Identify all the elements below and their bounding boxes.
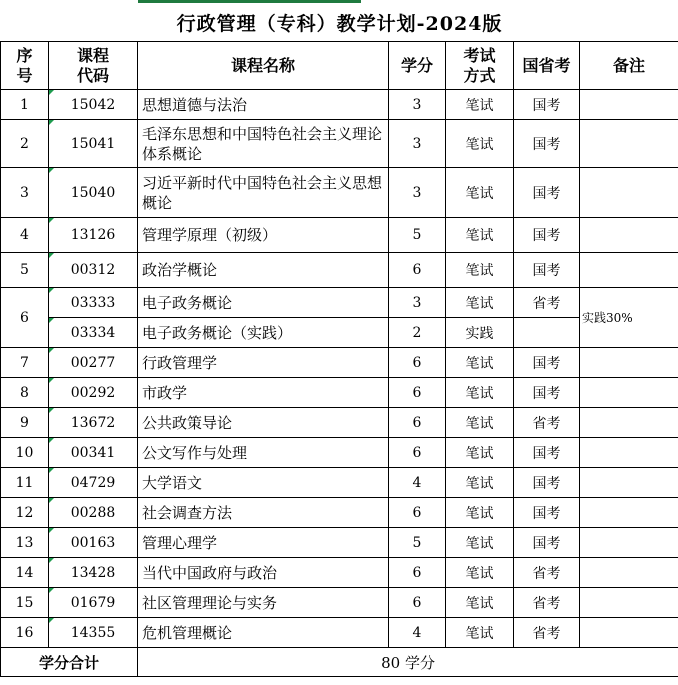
name-cell: 习近平新时代中国特色社会主义思想概论 xyxy=(138,168,389,218)
table-row xyxy=(1,528,678,558)
exam-cell: 笔试 xyxy=(446,438,514,468)
credit-cell: 6 xyxy=(389,378,446,408)
seq-cell: 7 xyxy=(1,348,49,378)
header-exam: 考试 方式 xyxy=(446,42,514,90)
table-row xyxy=(1,468,678,498)
level-cell: 国考 xyxy=(514,468,580,498)
credit-cell: 4 xyxy=(389,468,446,498)
seq-cell: 12 xyxy=(1,498,49,528)
credit-cell: 4 xyxy=(389,618,446,648)
seq-cell: 6 xyxy=(1,288,49,348)
code-cell: 14355 xyxy=(49,618,138,648)
table-row xyxy=(1,218,678,253)
name-cell: 社区管理理论与实务 xyxy=(138,588,389,618)
seq-cell: 10 xyxy=(1,438,49,468)
name-cell: 公共政策导论 xyxy=(138,408,389,438)
seq-cell: 3 xyxy=(1,168,49,218)
level-cell: 国考 xyxy=(514,168,580,218)
exam-cell: 笔试 xyxy=(446,218,514,253)
credit-cell: 3 xyxy=(389,168,446,218)
code-cell: 13126 xyxy=(49,218,138,253)
credit-cell: 2 xyxy=(389,318,446,348)
name-cell: 危机管理概论 xyxy=(138,618,389,648)
credit-cell: 3 xyxy=(389,120,446,168)
name-cell: 电子政务概论（实践） xyxy=(138,318,389,348)
exam-cell: 笔试 xyxy=(446,253,514,288)
exam-cell: 笔试 xyxy=(446,168,514,218)
credit-cell: 6 xyxy=(389,498,446,528)
code-cell: 15040 xyxy=(49,168,138,218)
exam-cell: 笔试 xyxy=(446,120,514,168)
credit-cell: 3 xyxy=(389,90,446,120)
seq-cell: 1 xyxy=(1,90,49,120)
seq-cell: 14 xyxy=(1,558,49,588)
level-cell: 省考 xyxy=(514,408,580,438)
name-cell: 政治学概论 xyxy=(138,253,389,288)
credit-cell: 6 xyxy=(389,348,446,378)
table-row xyxy=(1,558,678,588)
code-cell: 00292 xyxy=(49,378,138,408)
table-row xyxy=(1,253,678,288)
remark-cell xyxy=(580,120,678,168)
name-cell: 行政管理学 xyxy=(138,348,389,378)
table-row xyxy=(1,408,678,438)
level-cell: 省考 xyxy=(514,588,580,618)
credit-cell: 6 xyxy=(389,558,446,588)
level-cell: 省考 xyxy=(514,288,580,318)
remark-cell xyxy=(580,378,678,408)
exam-cell: 笔试 xyxy=(446,288,514,318)
table-row xyxy=(1,168,678,218)
table-row xyxy=(1,318,678,348)
table-title: 行政管理（专科）教学计划-2024版 xyxy=(1,4,678,42)
table-row xyxy=(1,90,678,120)
level-cell xyxy=(514,318,580,348)
remark-cell xyxy=(580,438,678,468)
exam-cell: 笔试 xyxy=(446,618,514,648)
seq-cell: 11 xyxy=(1,468,49,498)
remark-cell xyxy=(580,558,678,588)
header-code: 课程 代码 xyxy=(49,42,138,90)
name-cell: 毛泽东思想和中国特色社会主义理论体系概论 xyxy=(138,120,389,168)
level-cell: 国考 xyxy=(514,120,580,168)
exam-cell: 笔试 xyxy=(446,528,514,558)
seq-cell: 13 xyxy=(1,528,49,558)
level-cell: 国考 xyxy=(514,438,580,468)
code-cell: 00341 xyxy=(49,438,138,468)
header-level: 国省考 xyxy=(514,42,580,90)
remark-cell: 实践30% xyxy=(580,288,678,348)
table-row xyxy=(1,438,678,468)
remark-cell xyxy=(580,168,678,218)
seq-cell: 4 xyxy=(1,218,49,253)
code-cell: 01679 xyxy=(49,588,138,618)
level-cell: 国考 xyxy=(514,528,580,558)
exam-cell: 笔试 xyxy=(446,468,514,498)
remark-cell xyxy=(580,618,678,648)
seq-cell: 16 xyxy=(1,618,49,648)
name-cell: 市政学 xyxy=(138,378,389,408)
exam-cell: 笔试 xyxy=(446,558,514,588)
header-seq: 序 号 xyxy=(1,42,49,90)
table-row xyxy=(1,120,678,168)
table-row xyxy=(1,498,678,528)
course-plan-table xyxy=(0,4,678,677)
name-cell: 当代中国政府与政治 xyxy=(138,558,389,588)
name-cell: 社会调查方法 xyxy=(138,498,389,528)
remark-cell xyxy=(580,253,678,288)
name-cell: 管理心理学 xyxy=(138,528,389,558)
name-cell: 电子政务概论 xyxy=(138,288,389,318)
exam-cell: 笔试 xyxy=(446,408,514,438)
credit-cell: 5 xyxy=(389,528,446,558)
code-cell: 15042 xyxy=(49,90,138,120)
total-value: 80 学分 xyxy=(138,648,678,677)
remark-cell xyxy=(580,528,678,558)
table-row xyxy=(1,588,678,618)
code-cell: 00288 xyxy=(49,498,138,528)
credit-cell: 6 xyxy=(389,438,446,468)
code-cell: 00163 xyxy=(49,528,138,558)
header-row xyxy=(1,42,678,90)
remark-cell xyxy=(580,588,678,618)
exam-cell: 笔试 xyxy=(446,588,514,618)
name-cell: 大学语文 xyxy=(138,468,389,498)
level-cell: 国考 xyxy=(514,498,580,528)
table-row xyxy=(1,288,678,318)
selection-indicator xyxy=(138,0,361,3)
title-row xyxy=(1,4,678,42)
code-cell: 15041 xyxy=(49,120,138,168)
exam-cell: 笔试 xyxy=(446,348,514,378)
exam-cell: 笔试 xyxy=(446,378,514,408)
code-cell: 13672 xyxy=(49,408,138,438)
remark-cell xyxy=(580,468,678,498)
seq-cell: 15 xyxy=(1,588,49,618)
credit-cell: 6 xyxy=(389,408,446,438)
code-cell: 13428 xyxy=(49,558,138,588)
level-cell: 国考 xyxy=(514,348,580,378)
table-row xyxy=(1,348,678,378)
name-cell: 管理学原理（初级） xyxy=(138,218,389,253)
level-cell: 国考 xyxy=(514,253,580,288)
exam-cell: 笔试 xyxy=(446,498,514,528)
remark-cell xyxy=(580,90,678,120)
seq-cell: 5 xyxy=(1,253,49,288)
total-row xyxy=(1,648,678,677)
seq-cell: 2 xyxy=(1,120,49,168)
seq-cell: 8 xyxy=(1,378,49,408)
table-row xyxy=(1,618,678,648)
remark-cell xyxy=(580,498,678,528)
seq-cell: 9 xyxy=(1,408,49,438)
header-remark: 备注 xyxy=(580,42,678,90)
code-cell: 03333 xyxy=(49,288,138,318)
remark-cell xyxy=(580,348,678,378)
remark-cell xyxy=(580,408,678,438)
level-cell: 国考 xyxy=(514,218,580,253)
remark-cell xyxy=(580,218,678,253)
credit-cell: 5 xyxy=(389,218,446,253)
level-cell: 省考 xyxy=(514,558,580,588)
level-cell: 国考 xyxy=(514,378,580,408)
credit-cell: 3 xyxy=(389,288,446,318)
name-cell: 公文写作与处理 xyxy=(138,438,389,468)
exam-cell: 笔试 xyxy=(446,90,514,120)
table-row xyxy=(1,378,678,408)
header-name: 课程名称 xyxy=(138,42,389,90)
header-credit: 学分 xyxy=(389,42,446,90)
credit-cell: 6 xyxy=(389,253,446,288)
code-cell: 04729 xyxy=(49,468,138,498)
code-cell: 00312 xyxy=(49,253,138,288)
total-label: 学分合计 xyxy=(1,648,138,677)
name-cell: 思想道德与法治 xyxy=(138,90,389,120)
level-cell: 省考 xyxy=(514,618,580,648)
code-cell: 03334 xyxy=(49,318,138,348)
level-cell: 国考 xyxy=(514,90,580,120)
credit-cell: 6 xyxy=(389,588,446,618)
exam-cell: 实践 xyxy=(446,318,514,348)
code-cell: 00277 xyxy=(49,348,138,378)
